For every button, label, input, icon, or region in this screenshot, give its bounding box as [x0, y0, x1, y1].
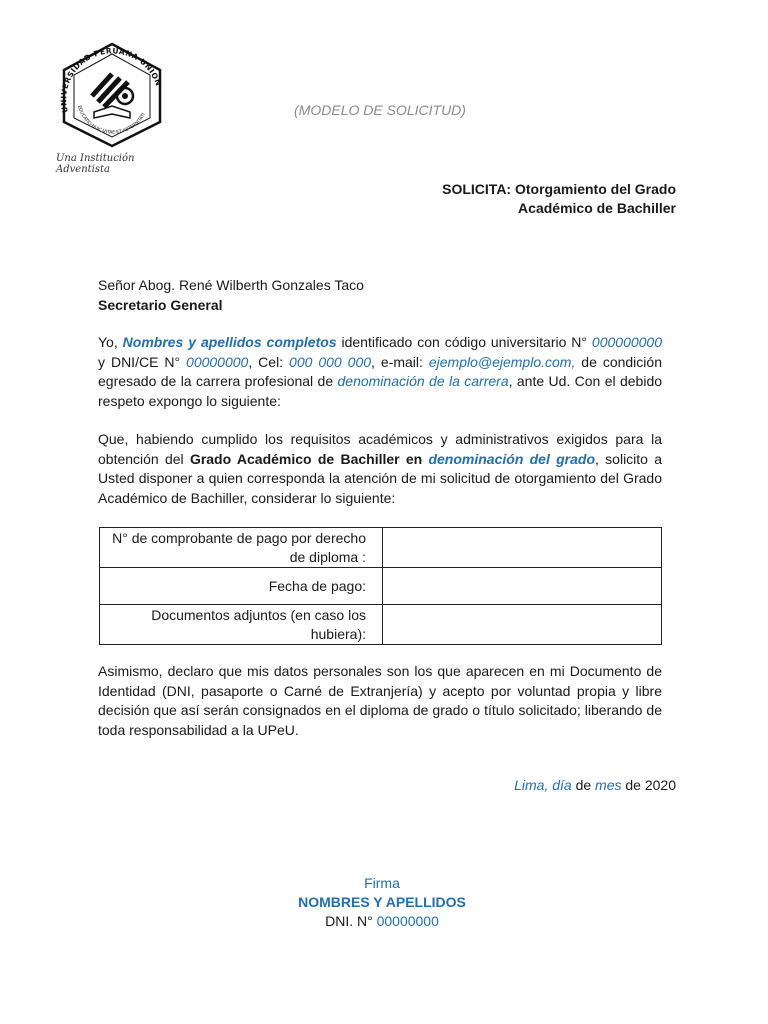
addressee-role: Secretario General [98, 296, 223, 313]
table-label: Fecha de pago: [100, 568, 383, 605]
cel-placeholder: 000 000 000 [289, 353, 372, 370]
signature-dni-label: DNI. N° [325, 913, 377, 929]
city-day-placeholder: Lima, día [514, 777, 572, 793]
solicita-line-1: SOLICITA: Otorgamiento del Grado [442, 181, 676, 197]
signature-block [232, 874, 532, 931]
svg-text:EDUCATIO·HUIC·VITAE·ET·AETERNI [76, 105, 147, 136]
solicita-line-2: Académico de Bachiller [518, 200, 676, 216]
table-row [100, 568, 662, 605]
degree-text: Grado Académico de Bachiller en [189, 450, 423, 467]
logo-motto-text: EDUCATIO·HUIC·VITAE·ET·AETERNITATI [76, 105, 147, 136]
svg-text:UNIVERSIDAD PERUANA UNION [59, 46, 163, 113]
request-text-2: , solicito a Usted disponer a quien corresponda la atención de mi solicitud de otorgamiento del Grado Académico de Bachiller, considerar lo siguiente: [98, 450, 663, 506]
signature-dni [232, 912, 532, 931]
intro-text-7: , ante Ud. Con el debido respeto expongo lo siguiente: [98, 373, 663, 409]
table-input-cell[interactable] [383, 568, 662, 605]
table-row [100, 528, 662, 568]
signature-dni-placeholder: 00000000 [376, 913, 439, 929]
code-placeholder: 000000000 [591, 334, 662, 350]
table-input-cell[interactable] [383, 605, 662, 645]
university-seal-icon [50, 40, 174, 150]
payment-table [99, 527, 662, 645]
table-label: N° de comprobante de pago por derecho de diploma : [100, 528, 383, 568]
intro-text-1: Yo, [98, 334, 123, 350]
table-input-cell[interactable] [383, 528, 662, 568]
request-text-1: Que, habiendo cumplido los requisitos académicos y administrativos exigidos para la obtención del [98, 431, 662, 467]
intro-text-4: , Cel: [248, 353, 290, 370]
date-line [514, 777, 676, 793]
solicita-heading [442, 180, 676, 218]
addressee-name: Señor Abog. René Wilberth Gonzales Taco [98, 277, 364, 293]
date-de-1: de [571, 777, 596, 793]
intro-paragraph [98, 333, 662, 411]
intro-text-5: , e-mail: [371, 353, 429, 370]
logo-tagline: Una Institución Adventista [56, 153, 135, 175]
logo-ring-text: UNIVERSIDAD PERUANA UNION [59, 46, 164, 114]
degree-placeholder: denominación del grado [428, 450, 596, 467]
intro-text-6: de condición egresado de la carrera profesional de [98, 353, 662, 389]
firma-label: Firma [364, 875, 400, 891]
table-row [100, 605, 662, 645]
addressee-block [98, 276, 662, 315]
date-year: de 2020 [621, 777, 676, 793]
month-placeholder: mes [595, 777, 622, 793]
career-placeholder: denominación de la carrera [337, 373, 509, 389]
signature-names: NOMBRES Y APELLIDOS [298, 894, 466, 910]
request-paragraph [98, 430, 662, 508]
table-label: Documentos adjuntos (en caso los hubiera): [100, 605, 383, 645]
model-title: (MODELO DE SOLICITUD) [294, 102, 466, 118]
dni-placeholder: 00000000 [186, 353, 249, 370]
email-placeholder: ejemplo@ejemplo.com, [428, 353, 576, 370]
declaration-paragraph: Asimismo, declaro que mis datos personales son los que aparecen en mi Documento de Identidad (DNI, pasaporte o Carné de Extranjería) y acepto por voluntad propia y libre decisión que así serán consignados en el diploma de grado o título solicitado; liberando de toda responsabilidad a la UPeU. [98, 663, 662, 738]
name-placeholder: Nombres y apellidos completos [122, 334, 337, 350]
intro-text-2: identificado con código universitario N° [336, 334, 592, 350]
intro-text-3: y DNI/CE N° [98, 353, 187, 370]
